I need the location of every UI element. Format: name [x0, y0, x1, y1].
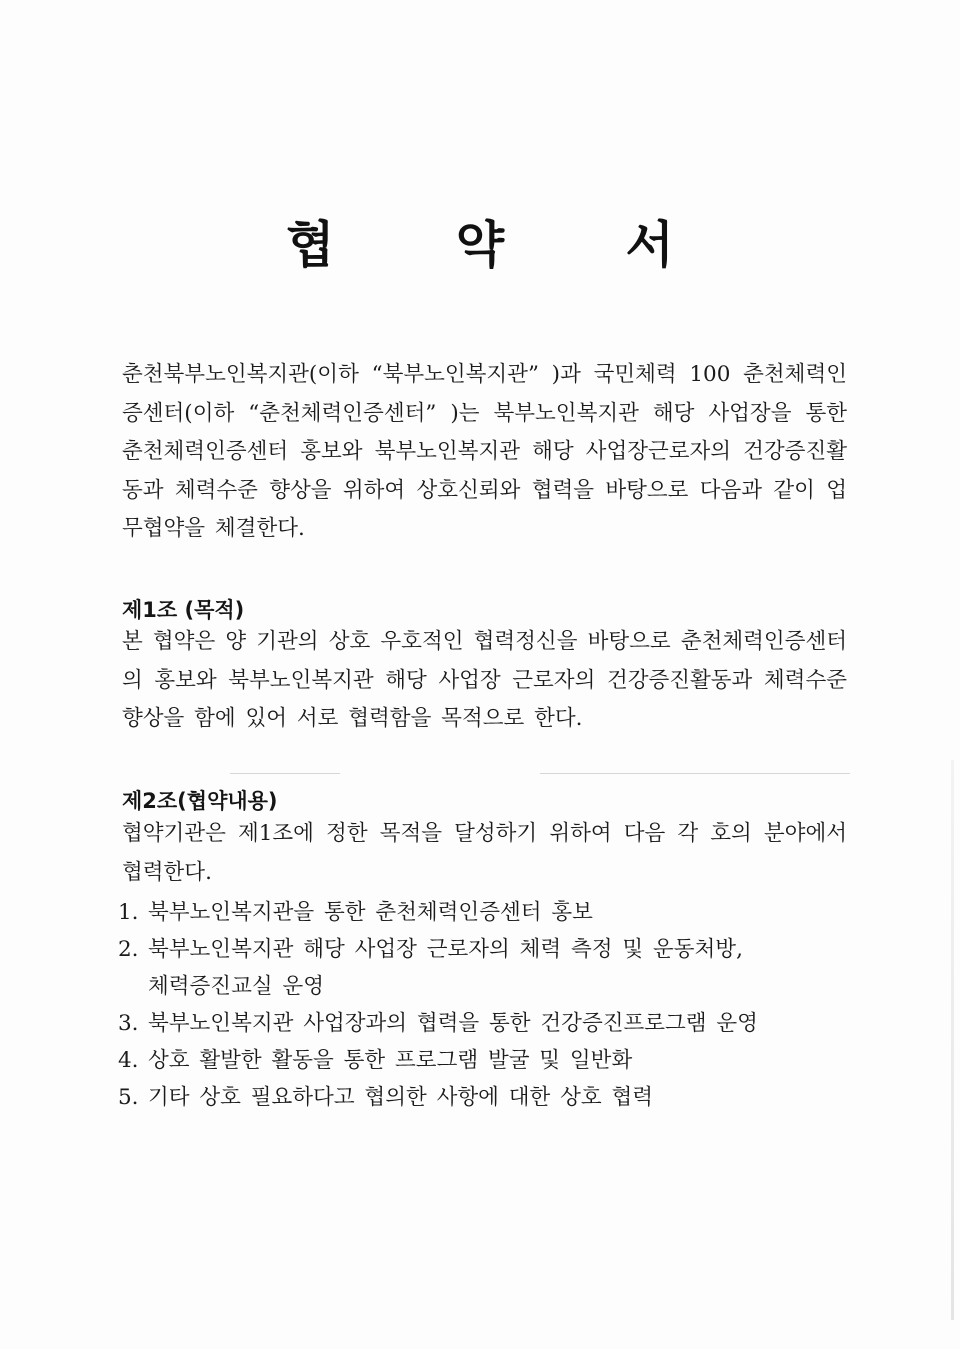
- list-item-text: 북부노인복지관을 통한 춘천체력인증센터 홍보: [148, 900, 593, 925]
- article-2-body: 협약기관은 제1조에 정한 목적을 달성하기 위하여 다음 각 호의 분야에서 협력한다.: [122, 821, 847, 885]
- list-item: [118, 1005, 858, 1042]
- intro-paragraph: 춘천북부노인복지관(이하 “북부노인복지관” )과 국민체력 100 춘천체력인증센터(이하 “춘천체력인증센터” )는 북부노인복지관 해당 사업장을 통한 춘천체력인증센터 홍보와 북부노인복지관 해당 사업장근로자의 건강증진활동과 체력수준 향상을 위하여 상호신뢰와 협력을 바탕으로 다음과 같이 업무협약을 체결한다.: [122, 362, 847, 541]
- article-2-item-list: [118, 894, 858, 1116]
- scan-artifact-line: [230, 773, 340, 774]
- list-item-text: 북부노인복지관 해당 사업장 근로자의 체력 측정 및 운동처방,: [148, 937, 743, 962]
- article-2-heading: 제2조(협약내용): [122, 789, 278, 813]
- list-item: [118, 1042, 858, 1079]
- list-item-number: 4.: [118, 1048, 139, 1073]
- document-title: 협 약 서: [286, 216, 726, 274]
- list-item-number: 1.: [118, 900, 139, 925]
- list-item-text: 상호 활발한 활동을 통한 프로그램 발굴 및 일반화: [148, 1048, 633, 1073]
- scan-artifact-line: [540, 773, 850, 774]
- list-item-number: 5.: [118, 1085, 139, 1110]
- list-item-number: 3.: [118, 1011, 139, 1036]
- list-item-text: 북부노인복지관 사업장과의 협력을 통한 건강증진프로그램 운영: [148, 1011, 758, 1036]
- article-1-heading: 제1조 (목적): [122, 598, 245, 622]
- list-item: [118, 931, 858, 1005]
- list-item: [118, 894, 858, 931]
- list-item-continuation: 체력증진교실 운영: [148, 974, 324, 999]
- list-item: [118, 1079, 858, 1116]
- scan-edge-shadow: [951, 760, 954, 1320]
- list-item-number: 2.: [118, 937, 139, 962]
- list-item-text: 기타 상호 필요하다고 협의한 사항에 대한 상호 협력: [148, 1085, 653, 1110]
- article-1-body: 본 협약은 양 기관의 상호 우호적인 협력정신을 바탕으로 춘천체력인증센터의 홍보와 북부노인복지관 해당 사업장 근로자의 건강증진활동과 체력수준 향상을 함에 있어 서로 협력함을 목적으로 한다.: [122, 629, 847, 731]
